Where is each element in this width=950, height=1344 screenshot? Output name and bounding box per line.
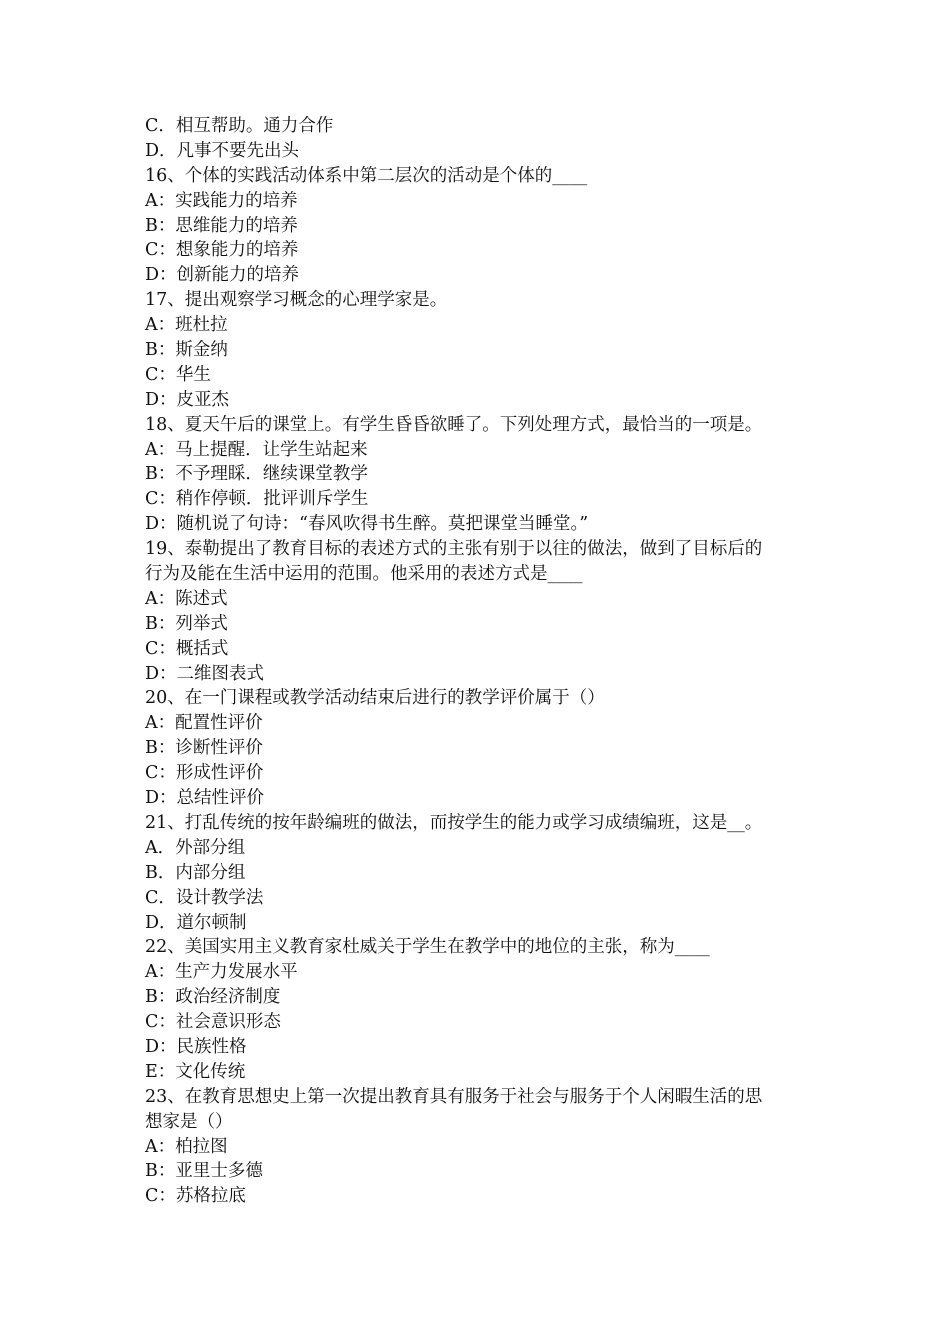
option-b-q16: B：思维能力的培养	[145, 215, 298, 236]
option-c-q20: C：形成性评价	[145, 763, 264, 784]
option-d-q20: D：总结性评价	[145, 788, 265, 809]
option-c-q17: C：华生	[145, 364, 211, 385]
option-a-q17: A：班杜拉	[145, 315, 228, 336]
question-23-line-1: 23、在教育思想史上第一次提出教育具有服务于社会与服务于个人闲暇生活的思	[145, 1086, 763, 1107]
question-17: 17、提出观察学习概念的心理学家是。	[145, 290, 448, 311]
option-a-q20: A：配置性评价	[145, 713, 263, 734]
question-22: 22、美国实用主义教育家杜威关于学生在教学中的地位的主张，称为____	[145, 937, 710, 958]
option-a-q21: A．外部分组	[145, 837, 246, 858]
option-a-q22: A：生产力发展水平	[145, 962, 298, 983]
option-d-q17: D：皮亚杰	[145, 389, 230, 410]
question-19-line-1: 19、泰勒提出了教育目标的表述方式的主张有别于以往的做法，做到了目标后的	[145, 539, 763, 560]
option-d-q16: D：创新能力的培养	[145, 265, 300, 286]
option-a-q19: A：陈述式	[145, 588, 228, 609]
option-c-q23: C：苏格拉底	[145, 1186, 246, 1207]
option-b-q19: B：列举式	[145, 613, 228, 634]
option-c-q18: C：稍作停顿．批评训斥学生	[145, 489, 369, 510]
option-d-q15: D．凡事不要先出头	[145, 140, 300, 161]
question-text-block	[145, 114, 815, 1209]
option-a-q18: A：马上提醒．让学生站起来	[145, 439, 368, 460]
option-c-q21: C．设计教学法	[145, 887, 264, 908]
option-c-q15: C．相互帮助。通力合作	[145, 116, 334, 136]
option-b-q22: B：政治经济制度	[145, 987, 281, 1008]
option-b-q20: B：诊断性评价	[145, 738, 263, 759]
option-b-q21: B．内部分组	[145, 862, 246, 883]
question-20: 20、在一门课程或教学活动结束后进行的教学评价属于（）	[145, 688, 605, 709]
option-b-q18: B：不予理睬．继续课堂教学	[145, 464, 368, 485]
option-c-q16: C：想象能力的培养	[145, 240, 299, 261]
option-d-q19: D：二维图表式	[145, 663, 265, 684]
question-18: 18、夏天午后的课堂上。有学生昏昏欲睡了。下列处理方式，最恰当的一项是。	[145, 414, 763, 435]
option-c-q19: C：概括式	[145, 638, 229, 659]
option-c-q22: C：社会意识形态	[145, 1012, 281, 1033]
option-d-q21: D．道尔顿制	[145, 912, 247, 933]
option-b-q17: B：斯金纳	[145, 340, 228, 361]
question-16: 16、个体的实践活动体系中第二层次的活动是个体的____	[145, 165, 588, 186]
option-d-q22: D：民族性格	[145, 1036, 247, 1057]
option-d-q18: D：随机说了句诗：“春风吹得书生醉。莫把课堂当睡堂。”	[145, 514, 589, 535]
option-e-q22: E：文化传统	[145, 1061, 246, 1082]
option-a-q23: A：柏拉图	[145, 1136, 228, 1157]
question-21: 21、打乱传统的按年龄编班的做法，而按学生的能力或学习成绩编班，这是__。	[145, 812, 763, 833]
option-a-q16: A：实践能力的培养	[145, 190, 298, 211]
question-23-line-2: 想家是（）	[145, 1111, 233, 1132]
question-19-line-2: 行为及能在生活中运用的范围。他采用的表述方式是____	[145, 564, 583, 585]
option-b-q23: B：亚里士多德	[145, 1161, 263, 1182]
